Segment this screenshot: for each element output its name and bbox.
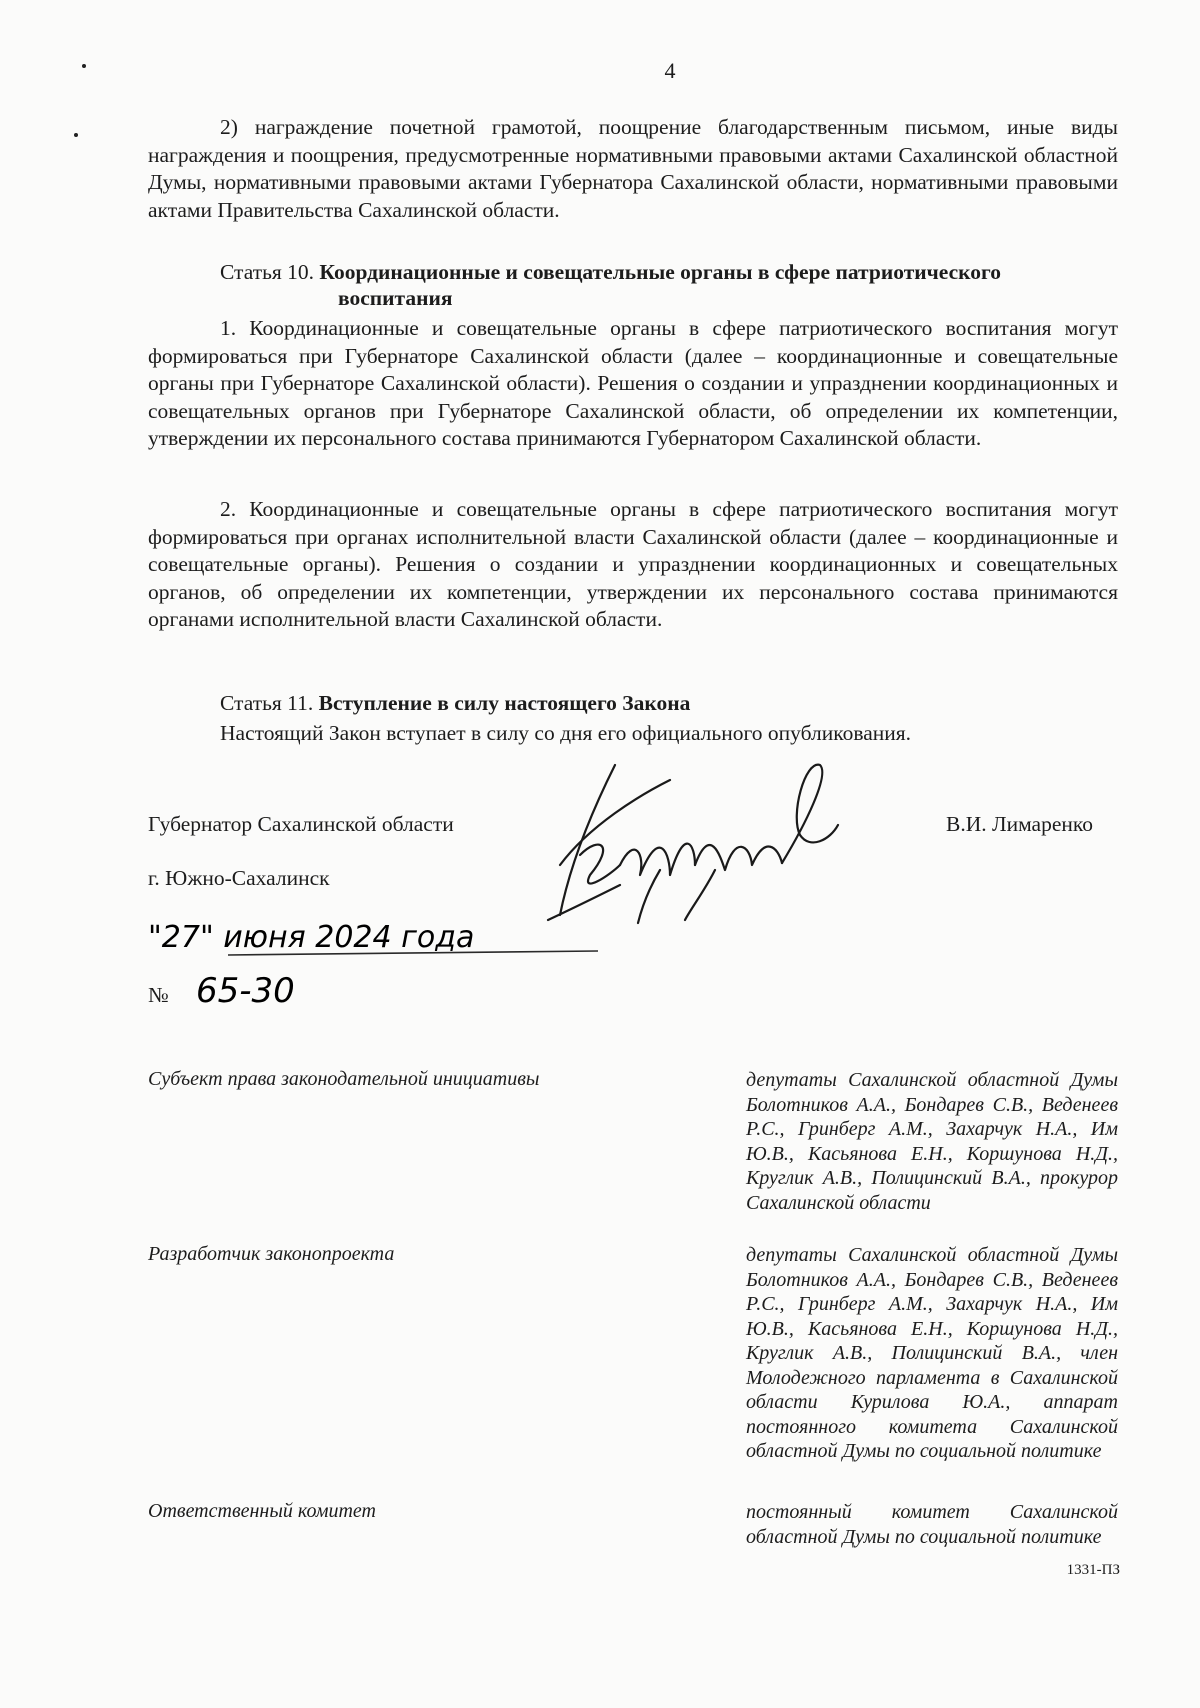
article-11-text: Настоящий Закон вступает в силу со дня его официального опубликования. — [220, 721, 912, 745]
article-10-part-2: 2. Координационные и совещательные органы в сфере патриотического воспитания могут формироваться при органах исполнительной власти Сахалинской области (далее – координационные и совещательные органы). Решения о создании и упразднении координационных и совещательных органов, об определении их компетенции, утверждении их персонального состава принимаются органами исполнительной власти Сахалинской области. — [148, 497, 1118, 631]
article-11-label: Статья 11. — [220, 691, 314, 715]
paragraph-item-2: 2) награждение почетной грамотой, поощрение благодарственным письмом, иные виды награждения и поощрения, предусмотренные нормативными правовыми актами Сахалинской областной Думы, нормативными правовыми актами Губернатора Сахалинской области, нормативными правовыми актами Правительства Сахалинской области. — [148, 115, 1118, 222]
article-10-title-line1: Координационные и совещательные органы в сфере патриотического — [319, 260, 1001, 284]
governor-signature — [520, 755, 850, 925]
number-label: № — [148, 983, 169, 1007]
developer-label: Разработчик законопроекта — [148, 1243, 395, 1265]
handwritten-number — [190, 962, 350, 1016]
handwritten-date — [148, 905, 608, 965]
article-11-heading — [220, 690, 690, 717]
city: г. Южно-Сахалинск — [148, 866, 330, 890]
article-10-title-line2: воспитания — [338, 286, 453, 310]
committee-value: постоянный комитет Сахалинской областной Думы по социальной политике — [746, 1501, 1118, 1548]
article-10-heading-cont — [338, 285, 453, 312]
scan-speck — [74, 133, 78, 137]
governor-position: Губернатор Сахалинской области — [148, 812, 454, 836]
article-10-part-1: 1. Координационные и совещательные органы в сфере патриотического воспитания могут формироваться при Губернаторе Сахалинской области (далее – координационные и совещательные органы при Губернаторе Сахалинской области). Решения о создании и упразднении координационных и совещательных органов при Губернаторе Сахалинской области, об определении их компетенции, утверждении их персонального состава принимаются Губернатором Сахалинской области. — [148, 316, 1118, 450]
document-code: 1331-ПЗ — [1066, 1562, 1120, 1578]
governor-name: В.И. Лимаренко — [946, 812, 1093, 836]
article-10-heading — [220, 259, 1001, 286]
subject-label: Субъект права законодательной инициативы — [148, 1068, 540, 1090]
developer-value: депутаты Сахалинской областной Думы Болотников А.А., Бондарев С.В., Веденеев Р.С., Гринберг А.М., Захарчук Н.А., Им Ю.В., Касьянова Е.Н., Коршунова Н.Д., Круглик А.В., Полицинский В.А., член Молодежного парламента в Сахалинской области Курилова Ю.А., аппарат постоянного комитета Сахалинской областной Думы по социальной политике — [746, 1244, 1118, 1462]
subject-value: депутаты Сахалинской областной Думы Болотников А.А., Бондарев С.В., Веденеев Р.С., Гринберг А.М., Захарчук Н.А., Им Ю.В., Касьянова Е.Н., Коршунова Н.Д., Круглик А.В., Полицинский В.А., прокурор Сахалинской области — [746, 1069, 1118, 1214]
page-number: 4 — [664, 58, 676, 83]
handwritten-number-text: 65-30 — [196, 971, 295, 1011]
handwritten-date-text: "27" июня 2024 года — [148, 920, 475, 955]
article-10-label: Статья 10. — [220, 260, 315, 284]
committee-label: Ответственный комитет — [148, 1500, 376, 1522]
article-11-title: Вступление в силу настоящего Закона — [318, 691, 691, 715]
